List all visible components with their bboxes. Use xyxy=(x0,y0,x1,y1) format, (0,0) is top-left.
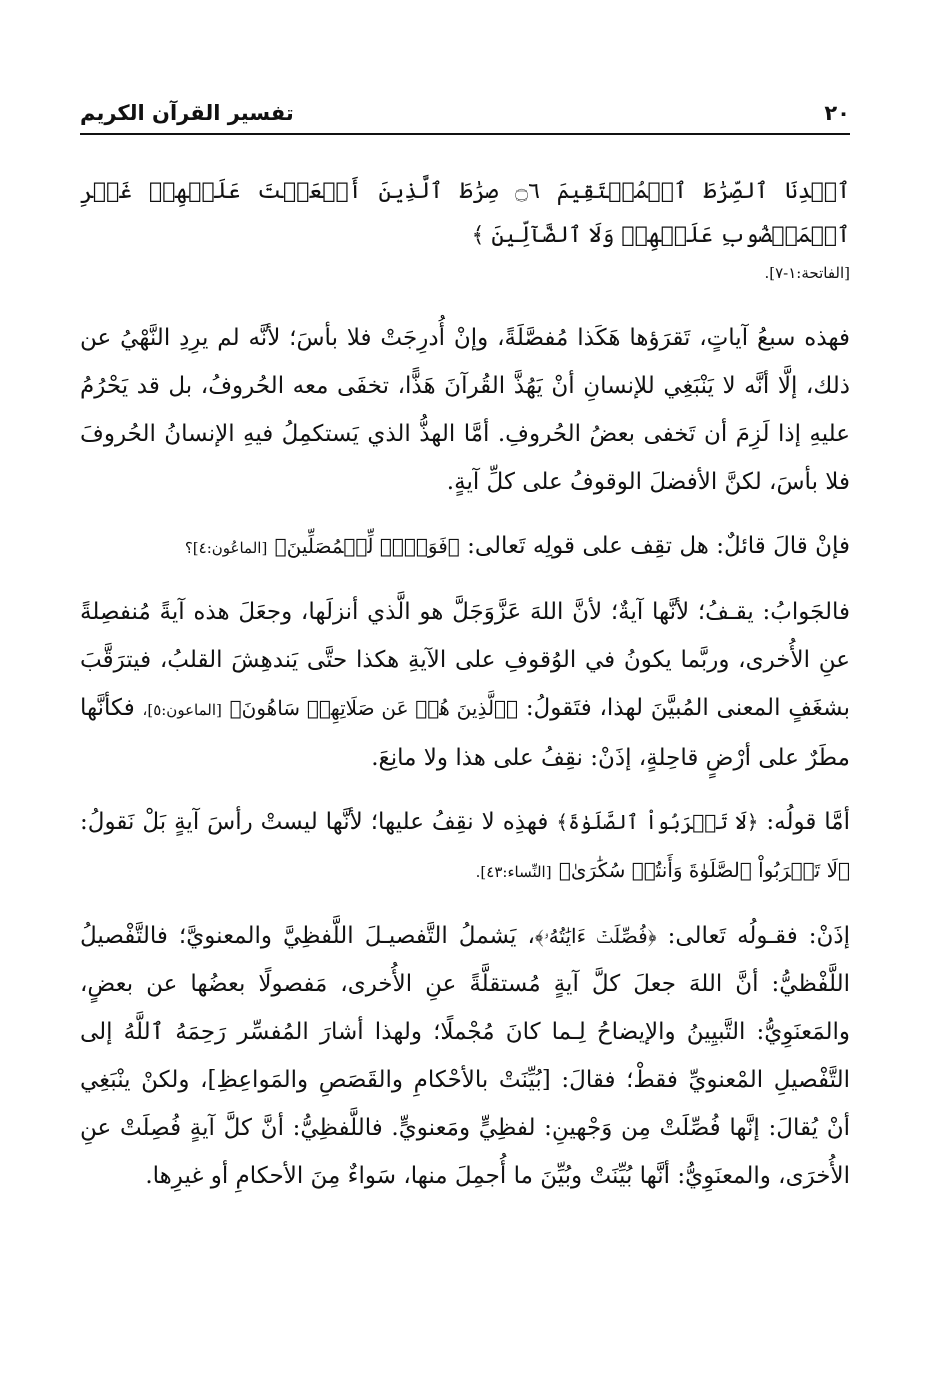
quran-quote: ﴿فُصِّلَتۡ ءَايَٰتُهُۥ﴾ xyxy=(534,924,657,948)
top-verse-reference: [الفاتحة:١-٧]. xyxy=(764,264,850,282)
paragraph-3 xyxy=(80,588,850,782)
verse-reference: [الماعون:٥]، xyxy=(142,701,222,719)
page-header xyxy=(80,95,850,131)
quran-quote: ﴿ٱلَّذِينَ هُمۡ عَن صَلَاتِهِمۡ سَاهُونَ﴾ xyxy=(229,696,519,720)
paragraph-2 xyxy=(80,522,850,572)
header-rule xyxy=(80,133,850,135)
top-verse: ٱهۡدِنَا ٱلصِّرَٰطَ ٱلۡمُسۡتَقِيمَ ۝٦ صِرَٰطَ ٱلَّذِينَ أَنۡعَمۡتَ عَلَيۡهِمۡ غَيۡرِ ٱلۡمَغۡضُوبِ عَلَيۡهِمۡ وَلَا ٱلضَّآلِّينَ ﴾ xyxy=(80,179,850,248)
verse-reference: [النِّساء:٤٣]. xyxy=(475,863,552,881)
paragraph-4-text-2: فهذِه لا نقِفُ عليها؛ لأنَّها ليستْ رأسَ آيةٍ بَلْ نَقولُ: xyxy=(80,809,549,835)
paragraph-4-text-1: أمَّا قولُه: xyxy=(766,809,851,835)
paragraph-5-text-1: إذَنْ: فقـولُه تَعالى: xyxy=(667,923,850,949)
page-number: ٢٠ xyxy=(824,101,850,125)
paragraph-5 xyxy=(80,912,850,1200)
paragraph-3-text-1: فالجَوابُ: يقـفُ؛ لأنَّها آيةٌ؛ لأنَّ اللهَ عَزَّوَجَلَّ هو الَّذي أنزلَها، وجعَلَ هذه آيةً مُنفصِلةً عنِ الأُخرى، وربَّما يكونُ في الوُقوفِ على الآيةِ هكذا حتَّى يَندهِشَ القلبُ، فيترَقَّبَ بشغَفٍ المعنى المُبيَّنَ لهذا، فتَقولُ: xyxy=(80,599,851,721)
paragraph-3-text-2: فكأنَّها مطَرٌ على أرْضٍ قاحِلةٍ، إذَنْ: نقِفُ على هذا ولا مانِعَ. xyxy=(80,695,850,771)
paragraph-1: فهذه سبعُ آياتٍ، تَقرَؤها هَكَذا مُفصَّلَةً، وإنْ أُدرِجَتْ فلا بأسَ؛ لأنَّه لم يرِدِ النَّهْيُ عن ذلك، إلَّا أنَّه لا يَنْبَغِي للإنسانِ أنْ يَهُذَّ القُرآنَ هَذًّا، تخفَى معه الحُروفُ، بل قد يَحْرُمُ عليهِ إذا لَزِمَ أن تَخفى بعضُ الحُروفِ. أمَّا الهذُّ الذي يَستكمِلُ فيهِ الإنسانُ الحُروفَ فلا بأسَ، لكنَّ الأفضلَ الوقوفُ على كلِّ آيةٍ. xyxy=(80,325,850,495)
verse-reference: [الماعُون:٤]؟ xyxy=(184,539,268,557)
paragraph-4 xyxy=(80,798,850,896)
paragraph-2-text: فإنْ قالَ قائلٌ: هل تقِف على قولِه تَعالى: xyxy=(467,533,850,559)
paragraph-5-text-2: ، يَشملُ التَّفصيـلَ اللَّفظِيَّ والمعنويَّ؛ فالتَّفْصيلُ اللَّفْظيُّ: أنَّ اللهَ جعلَ كلَّ آيةٍ مُستقلَّةً عنِ الأُخرى، مَفصولًا بعضُها عن بعضٍ، والمَعنَوِيُّ: التَّبيِينُ والإيضاحُ لِـما كانَ مُجْملًا؛ ولهذا أشارَ المُفسِّر رَحِمَهُ ٱللَّهُ إلى التَّفْصيلِ المْعنويِّ فقطْ؛ فقالَ: [بُيِّنَتْ بالأحْكامِ والقَصَصِ والمَواعِظِ]، ولكنْ ينْبَغِي أنْ يُقالَ: إنَّها فُصِّلَتْ مِن وَجْهينِ: لفظِيٍّ ومَعنويٍّ. فاللَّفظِيُّ: أنَّ كلَّ آيةٍ فُصِلَتْ عنِ الأُخرَى، والمعنَوِيُّ: أنَّها بُيِّنَتْ وبُيِّنَ ما أُجمِلَ منها، سَواءٌ مِنَ الأحكامِ أو غيرِها. xyxy=(80,923,850,1189)
book-title: تفسير القرآن الكريم xyxy=(80,101,294,125)
quran-quote: ﴿لَا تَقۡرَبُواْ ٱلصَّلَوٰةَ وَأَنتُمۡ سُكَٰرَىٰ﴾ xyxy=(558,858,850,882)
quran-quote: ﴿لَا تَقۡرَبُواْ ٱلصَّلَوٰةَ﴾ xyxy=(556,810,759,834)
page-content xyxy=(80,170,850,1216)
quran-quote: ﴿فَوَيۡلٞ لِّلۡمُصَلِّينَ﴾ xyxy=(274,534,460,558)
